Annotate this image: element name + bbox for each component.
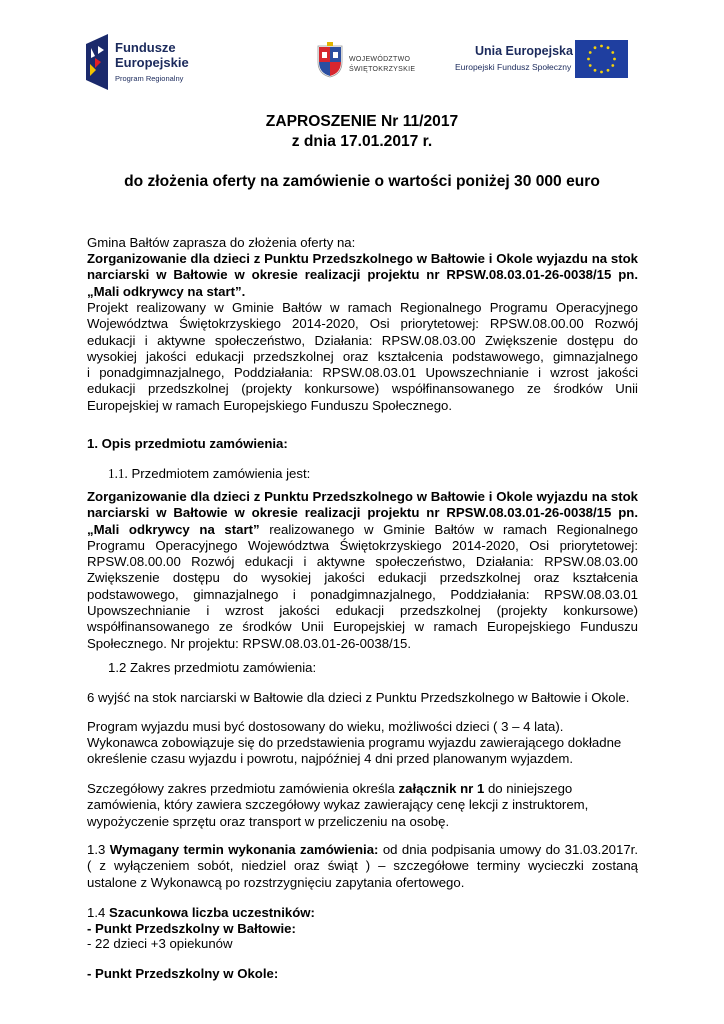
subsection-1-1-body	[87, 489, 638, 652]
participants-baltow-label: - Punkt Przedszkolny w Bałtowie:	[87, 921, 296, 936]
subsection-1-4-heading	[87, 905, 638, 921]
fe-line1: Fundusze	[115, 40, 176, 55]
voivodeship-crest-icon	[316, 42, 344, 78]
subsection-1-4-bold: Szacunkowa liczba uczestników:	[109, 905, 315, 920]
document-title-number: ZAPROSZENIE Nr 11/2017	[265, 113, 459, 130]
section1-heading-text: 1. Opis przedmiotu zamówienia:	[87, 436, 288, 451]
document-subtitle: do złożenia oferty na zamówienie o wartości poniżej 30 000 euro	[124, 173, 600, 190]
fundusze-europejskie-logo	[86, 34, 196, 90]
subsection-1-3	[87, 842, 638, 891]
scope-attachment: załącznik nr 1	[398, 781, 485, 796]
scope-text-b: do niniejszego zamówienia, który zawiera szczegółowy wykaz zawierający cenę lekcji z instruktorem, wypożyczenie sprzętu oraz transport w przeliczeniu na osobę.	[87, 781, 589, 829]
fe-line2: Europejskie	[115, 55, 189, 70]
subsection-1-2-scope	[87, 781, 638, 830]
sw-line1: WOJEWÓDZTWO	[349, 56, 411, 63]
intro-line: Gmina Bałtów zaprasza do złożenia oferty na:	[87, 235, 356, 250]
fe-line3: Program Regionalny	[115, 74, 184, 83]
swietokrzyskie-logo	[316, 42, 426, 86]
fundusze-europejskie-mark-icon	[86, 34, 110, 90]
subsection-1-2-program-age: Program wyjazdu musi być dostosowany do wieku, możliwości dzieci ( 3 – 4 lata).	[87, 719, 564, 734]
unia-europejska-logo	[455, 40, 635, 82]
eu-flag-icon	[575, 40, 628, 78]
subsection-1-4-number: 1.4	[87, 905, 109, 920]
sw-line2: ŚWIĘTOKRZYSKIE	[349, 66, 416, 73]
intro-project-a: Projekt realizowany w Gminie Bałtów w ramach Regionalnego Programu Operacyjnego Województwa Świętokrzyskiego 2014-2020, Osi priorytetowej: RPSW.08.00.00 Rozwój edukacji i aktywne społeczeństwo, Działania: RPSW.08.03.00 Zwiększenie dostępu do wysokiej jakości edukacji przedszkolnej oraz kształcenia podstawowego, gimnazjalnego	[87, 300, 638, 364]
scope-text-a: Szczegółowy zakres przedmiotu zamówienia określa	[87, 781, 399, 796]
subsection-1-1-number: 1.1.	[108, 466, 128, 481]
participants-baltow	[87, 921, 638, 937]
participants-okol-label: - Punkt Przedszkolny w Okole:	[87, 966, 279, 981]
intro-subject	[87, 251, 638, 300]
ue-line1: Unia Europejska	[475, 44, 573, 58]
subsection-1-1-heading	[108, 466, 638, 482]
logo-bar	[0, 30, 724, 90]
subsection-1-2-program-schedule: Wykonawca zobowiązuje się do przedstawienia programu wyjazdu zawierającego dokładne określenie czasu wyjazdu i powrotu, najpóźniej 4 dni przed planowanym wyjazdem.	[87, 735, 622, 767]
section1-heading	[87, 436, 638, 452]
subsection-1-2-trips: 6 wyjść na stok narciarski w Bałtowie dla dzieci z Punktu Przedszkolnego w Bałtowie i Okole.	[87, 690, 630, 705]
subsection-1-1-label: Przedmiotem zamówienia jest:	[131, 466, 311, 481]
subsection-1-3-bold: Wymagany termin wykonania zamówienia:	[109, 842, 379, 857]
subsection-1-3-rest: od dnia podpisania umowy do 31.03.2017r. ( z wyłączeniem sobót, niedziel oraz świąt ) – szczegółowe terminy wycieczki zostaną ustalone z Wykonawcą po rozstrzygnięciu zapytania ofertowego.	[87, 842, 638, 890]
ue-line2: Europejski Fundusz Społeczny	[455, 62, 572, 72]
subsection-1-3-number: 1.3	[87, 842, 110, 857]
intro-project-b: i ponadgimnazjalnego, Poddziałania: RPSW.08.03.01 Upowszechnianie i wzrost jakości edukacji przedszkolnej (projekty konkursowe) współfinansowanego ze środków Unii Europejskiej w ramach Europejskiego Funduszu Społecznego.	[87, 365, 638, 413]
participants-okol	[87, 966, 638, 982]
subsection-1-1-bold: Zorganizowanie dla dzieci z Punktu Przedszkolnego w Bałtowie i Okole wyjazdu na stok narciarski w Bałtowie w okresie realizacji projektu nr RPSW.08.03.01-26-0038/15 pn. „Mali odkrywcy na start”	[87, 489, 638, 537]
subsection-1-1-rest: realizowanego w Gminie Bałtów w ramach Regionalnego Programu Operacyjnego Województwa Świętokrzyskiego 2014-2020, Osi priorytetowej: RPSW.08.00.00 Rozwój edukacji i aktywne społeczeństwo, Działania: RPSW.08.03.00 Zwiększenie dostępu do wysokiej jakości edukacji przedszkolnej oraz kształcenia podstawowego, gimnazjalnego i ponadgimnazjalnego, Poddziałania: RPSW.08.03.01 Upowszechnianie i wzrost jakości edukacji przedszkolnej (projekty konkursowe) współfinansowanego ze środków Unii Europejskiej w ramach Europejskiego Funduszu Społecznego. Nr projektu: RPSW.08.03.01-26-0038/15.	[87, 521, 638, 651]
document-title-date: z dnia 17.01.2017 r.	[291, 133, 433, 150]
intro-subject-bold: Zorganizowanie dla dzieci z Punktu Przedszkolnego w Bałtowie i Okole wyjazdu na stok narciarski w Bałtowie w okresie realizacji projektu nr RPSW.08.03.01-26-0038/15 pn. „Mali odkrywcy na start”.	[87, 251, 638, 299]
participants-baltow-count: - 22 dzieci +3 opiekunów	[87, 936, 233, 951]
subsection-1-2-heading: 1.2 Zakres przedmiotu zamówienia:	[108, 660, 317, 675]
